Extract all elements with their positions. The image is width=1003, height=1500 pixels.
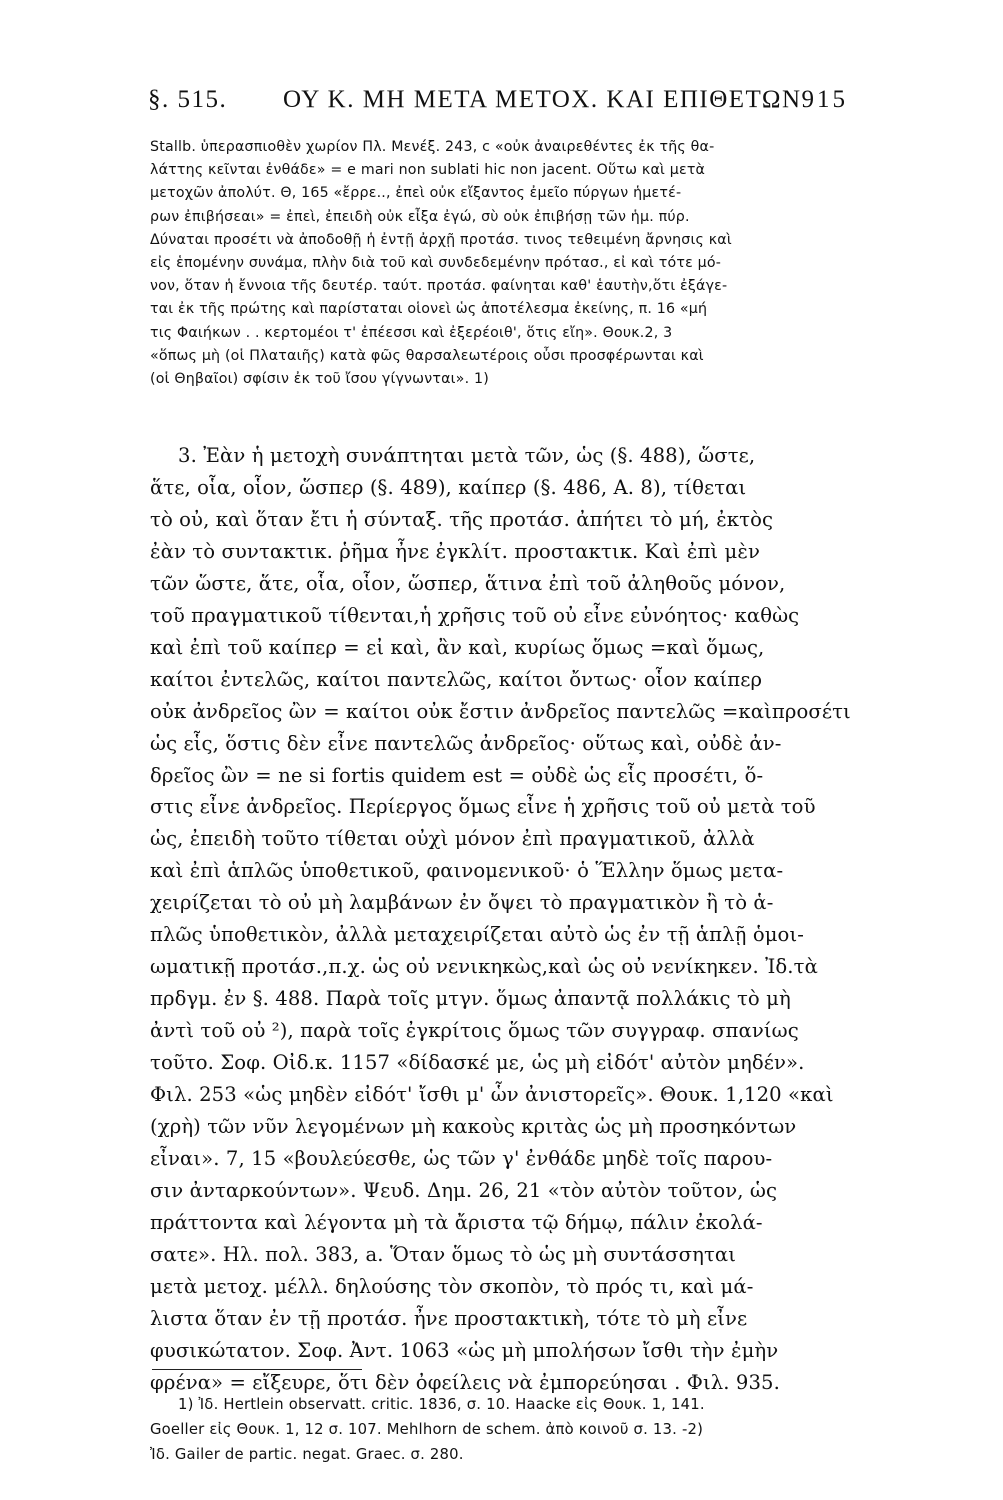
page-number: 915: [801, 86, 848, 113]
text-line: (χρὴ) τῶν νῦν λεγομένων μὴ κακοὺς κριτὰς ὡς μὴ προσηκόντων: [150, 1115, 797, 1139]
running-title: ΟΥ Κ. ΜΗ ΜΕΤΑ ΜΕΤΟΧ. ΚΑΙ ΕΠΙΘΕΤΩΝ: [283, 86, 802, 113]
text-line: ἀντὶ τοῦ οὐ ²), παρὰ τοῖς ἐγκρίτοις ὅμως τῶν συγγραφ. σπανίως: [150, 1019, 799, 1043]
text-line: δρεῖος ὢν = ne si fortis quidem est = οὐδὲ ὡς εἷς προσέτι, ὅ-: [150, 763, 764, 787]
running-head: [148, 86, 848, 126]
text-line: Stallb. ὑπερασπιοθὲν χωρίον Πλ. Μενέξ. 243, c «οὐκ ἀναιρεθέντες ἐκ τῆς θα-: [150, 139, 715, 155]
text-line: στις εἶνε ἀνδρεῖος. Περίεργος ὅμως εἶνε ἡ χρῆσις τοῦ οὐ μετὰ τοῦ: [150, 795, 816, 819]
text-line: νον, ὅταν ἡ ἔννοια τῆς δευτέρ. ταύτ. προτάσ. φαίνηται καθ' ἑαυτὴν,ὅτι ἐξάγε-: [150, 278, 728, 295]
text-line: Δύναται προσέτι νὰ ἀποδοθῇ ἡ ἐντῇ ἀρχῇ προτάσ. τινος τεθειμένη ἄρνησις καὶ: [150, 231, 732, 248]
text-line: τοῦτο. Σοφ. Οἰδ.κ. 1157 «δίδασκέ με, ὡς μὴ εἰδότ' αὐτὸν μηδέν».: [150, 1051, 805, 1075]
text-line: «ὅπως μὴ (οἱ Πλαταιῆς) κατὰ φῶς θαρσαλεωτέροις οὖσι προσφέρωνται καὶ: [150, 347, 704, 364]
text-line: χειρίζεται τὸ οὐ μὴ λαμβάνων ἐν ὄψει τὸ πραγματικὸν ἢ τὸ ἁ-: [150, 891, 774, 915]
text-line: πλῶς ὑποθετικὸν, ἀλλὰ μεταχειρίζεται αὐτὸ ὡς ἐν τῇ ἁπλῇ ὁμοι-: [150, 923, 804, 947]
text-line: τοῦ πραγματικοῦ τίθενται,ἡ χρῆσις τοῦ οὐ εἶνε εὐνόητος· καθὼς: [150, 603, 800, 627]
text-line: ὡς εἷς, ὅστις δὲν εἶνε παντελῶς ἀνδρεῖος· οὕτως καὶ, οὐδὲ ἀν-: [150, 731, 782, 755]
footnote-line: Ἰδ. Gailer de partic. negat. Graec. σ. 280.: [150, 1446, 464, 1463]
text-line: Φιλ. 253 «ὡς μηδὲν εἰδότ' ἴσθι μ' ὧν ἀνιστορεῖς». Θουκ. 1,120 «καὶ: [150, 1083, 834, 1107]
text-line: πρδγμ. ἐν §. 488. Παρὰ τοῖς μτγν. ὅμως ἀπαντᾷ πολλάκις τὸ μὴ: [150, 987, 791, 1011]
text-line: ἐὰν τὸ συντακτικ. ῥῆμα ἦνε ἐγκλίτ. προστακτικ. Καὶ ἐπὶ μὲν: [150, 539, 760, 563]
text-line: ρων ἐπιβήσεαι» = ἐπεὶ, ἐπειδὴ οὐκ εἶξα ἐγώ, σὺ οὐκ ἐπιβήσῃ τῶν ἡμ. πύρ.: [150, 208, 690, 225]
text-line: καίτοι ἐντελῶς, καίτοι παντελῶς, καίτοι ὄντως· οἷον καίπερ: [150, 667, 763, 691]
text-line: πράττοντα καὶ λέγοντα μὴ τὰ ἄριστα τῷ δήμῳ, πάλιν ἐκολά-: [150, 1210, 763, 1234]
text-line: τὸ οὐ, καὶ ὅταν ἔτι ἡ σύνταξ. τῆς προτάσ. ἀπήτει τὸ μή, ἐκτὸς: [150, 507, 774, 531]
text-line: σατε». Ηλ. πολ. 383, a. Ὅταν ὅμως τὸ ὡς μὴ συντάσσηται: [150, 1242, 737, 1266]
text-line: τις Φαιήκων . . κερτομέοι τ' ἐπέεσσι καὶ ἐξερέοιθ', ὅτις εἴη». Θουκ.2, 3: [150, 324, 673, 341]
text-line: λιστα ὅταν ἐν τῇ προτάσ. ἦνε προστακτικὴ, τότε τὸ μὴ εἶνε: [150, 1306, 748, 1330]
section-number: §. 515.: [148, 86, 228, 113]
text-line: σιν ἀνταρκούντων». Ψευδ. Δημ. 26, 21 «τὸν αὐτὸν τοῦτον, ὡς: [150, 1178, 778, 1202]
text-line: φρένα» = εἴξευρε, ὅτι δὲν ὀφείλεις νὰ ἐμπορεύησαι . Φιλ. 935.: [150, 1370, 780, 1394]
text-line: ὡς, ἐπειδὴ τοῦτο τίθεται οὐχὶ μόνον ἐπὶ πραγματικοῦ, ἀλλὰ: [150, 827, 755, 851]
main-paragraph: [150, 440, 850, 1399]
footnote-line: Goeller εἰς Θουκ. 1, 12 σ. 107. Mehlhorn de schem. ἀπὸ κοινοῦ σ. 13. -2): [150, 1421, 704, 1438]
text-line: φυσικώτατον. Σοφ. Ἀντ. 1063 «ὡς μὴ μπολήσων ἴσθι τὴν ἐμὴν: [150, 1338, 779, 1362]
footnote-line: 1) Ἰδ. Hertlein observatt. critic. 1836, σ. 10. Haacke εἰς Θουκ. 1, 141.: [178, 1396, 705, 1413]
text-line: (οἱ Θηβαῖοι) σφίσιν ἐκ τοῦ ἴσου γίγνωνται». 1): [150, 371, 489, 388]
small-print-paragraph: [150, 136, 850, 391]
text-line: μετὰ μετοχ. μέλλ. δηλούσης τὸν σκοπὸν, τὸ πρός τι, καὶ μά-: [150, 1274, 754, 1298]
footnotes: [150, 1392, 850, 1467]
text-line: εἶναι». 7, 15 «βουλεύεσθε, ὡς τῶν γ' ἐνθάδε μηδὲ τοῖς παρου-: [150, 1146, 773, 1170]
text-line: εἰς ἑπομένην συνάμα, πλὴν διὰ τοῦ καὶ συνδεδεμένην πρότασ., εἰ καὶ τότε μό-: [150, 255, 722, 272]
text-line: οὐκ ἀνδρεῖος ὢν = καίτοι οὐκ ἔστιν ἀνδρεῖος παντελῶς =καὶπροσέτι: [150, 699, 851, 723]
text-line: τῶν ὥστε, ἅτε, οἷα, οἷον, ὥσπερ, ἅτινα ἐπὶ τοῦ ἀληθοῦς μόνον,: [150, 571, 786, 595]
text-line: ωματικῇ προτάσ.,π.χ. ὡς οὐ νενικηκὼς,καὶ ὡς οὐ νενίκηκεν. Ἰδ.τὰ: [150, 955, 818, 979]
text-line: καὶ ἐπὶ ἁπλῶς ὑποθετικοῦ, φαινομενικοῦ· ὁ Ἕλλην ὅμως μετα-: [150, 859, 784, 883]
footnote-divider: [152, 1369, 362, 1370]
text-line: 3. Ἐὰν ἡ μετοχὴ συνάπτηται μετὰ τῶν, ὡς (§. 488), ὥστε,: [178, 444, 756, 467]
text-line: μετοχῶν ἀπολύτ. Θ, 165 «ἔρρε.., ἐπεὶ οὐκ εἴξαντος ἐμεῖο πύργων ἡμετέ-: [150, 185, 682, 202]
text-line: λάττης κεῖνται ἐνθάδε» = e mari non sublati hic non jacent. Οὕτω καὶ μετὰ: [150, 162, 706, 179]
text-line: ἅτε, οἷα, οἷον, ὥσπερ (§. 489), καίπερ (§. 486, Α. 8), τίθεται: [150, 475, 747, 499]
text-line: ται ἐκ τῆς πρώτης καὶ παρίσταται οἱονεὶ ὡς ἀποτέλεσμα ἐκείνης, π. 16 «μή: [150, 301, 708, 318]
text-line: καὶ ἐπὶ τοῦ καίπερ = εἰ καὶ, ἂν καὶ, κυρίως ὅμως =καὶ ὅμως,: [150, 635, 765, 659]
